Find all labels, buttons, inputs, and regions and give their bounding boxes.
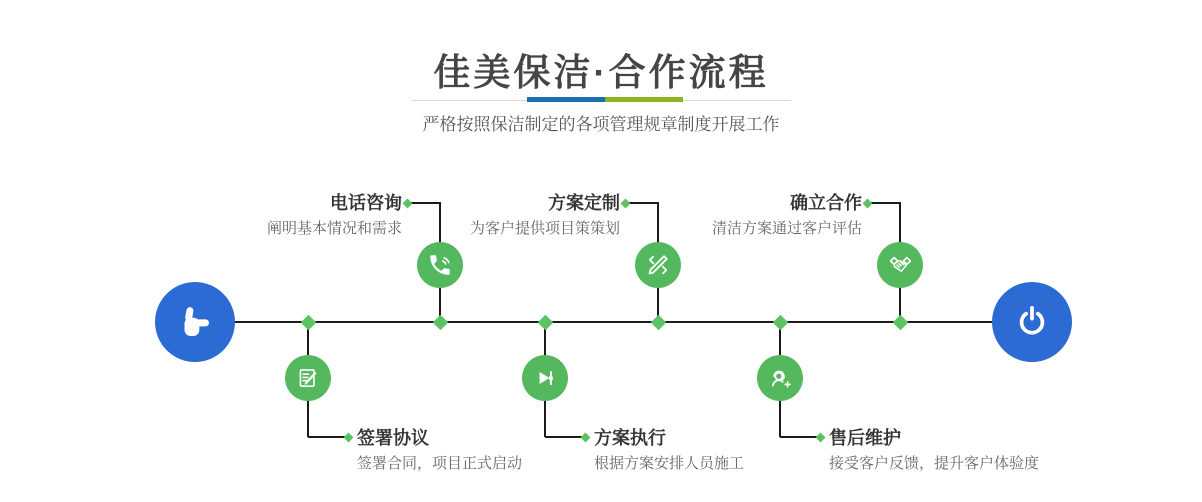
page-subtitle: 严格按照保洁制定的各项管理规章制度开展工作 bbox=[422, 115, 780, 134]
step-desc: 接受客户反馈，提升客户体验度 bbox=[829, 455, 1040, 472]
timeline-node-marker bbox=[538, 315, 554, 331]
connector bbox=[780, 436, 817, 438]
step-title: 方案定制 bbox=[548, 193, 620, 213]
contract-icon bbox=[295, 365, 321, 391]
step-label-plan bbox=[470, 192, 620, 238]
pencil-tools-icon bbox=[645, 252, 671, 278]
step-title: 电话咨询 bbox=[330, 193, 402, 213]
step-title: 售后维护 bbox=[829, 428, 901, 448]
step-node-cooperation bbox=[877, 242, 923, 288]
step-title: 签署协议 bbox=[357, 428, 429, 448]
divider-green-segment bbox=[605, 97, 683, 102]
timeline-node-marker bbox=[651, 315, 667, 331]
step-label-aftersales bbox=[829, 427, 1039, 473]
step-node-phone bbox=[417, 242, 463, 288]
pointing-hand-icon bbox=[174, 301, 216, 343]
label-marker bbox=[581, 433, 591, 443]
handshake-icon bbox=[887, 252, 914, 279]
connector bbox=[545, 436, 582, 438]
step-node-execute bbox=[522, 355, 568, 401]
step-title: 方案执行 bbox=[594, 428, 666, 448]
power-icon bbox=[1012, 302, 1052, 342]
timeline-node-marker bbox=[773, 315, 789, 331]
step-title: 确立合作 bbox=[790, 193, 862, 213]
step-desc: 根据方案安排人员施工 bbox=[594, 455, 745, 472]
headset-icon bbox=[767, 365, 794, 392]
connector bbox=[628, 202, 658, 204]
connector bbox=[870, 202, 900, 204]
timeline-node-marker bbox=[433, 315, 449, 331]
connector bbox=[410, 202, 440, 204]
label-marker bbox=[816, 433, 826, 443]
divider-blue-segment bbox=[527, 97, 605, 102]
timeline-node-marker bbox=[301, 315, 317, 331]
step-desc: 阐明基本情况和需求 bbox=[266, 220, 402, 237]
step-desc: 为客户提供项目策策划 bbox=[469, 220, 620, 237]
step-label-phone bbox=[267, 192, 402, 238]
step-node-plan bbox=[635, 242, 681, 288]
step-node-aftersales bbox=[757, 355, 803, 401]
step-label-contract bbox=[357, 427, 522, 473]
step-desc: 签署合同，项目正式启动 bbox=[357, 455, 523, 472]
step-desc: 清洁方案通过客户评估 bbox=[711, 220, 862, 237]
step-node-contract bbox=[285, 355, 331, 401]
step-label-cooperation bbox=[712, 192, 862, 238]
phone-icon bbox=[427, 252, 453, 278]
end-node bbox=[992, 282, 1072, 362]
timeline-node-marker bbox=[893, 315, 909, 331]
start-node bbox=[155, 282, 235, 362]
label-marker bbox=[344, 433, 354, 443]
connector bbox=[308, 436, 345, 438]
label-marker bbox=[403, 199, 413, 209]
page-title: 佳美保洁·合作流程 bbox=[433, 52, 769, 93]
label-marker bbox=[621, 199, 631, 209]
label-marker bbox=[863, 199, 873, 209]
step-label-execute bbox=[594, 427, 744, 473]
play-icon bbox=[532, 365, 558, 391]
